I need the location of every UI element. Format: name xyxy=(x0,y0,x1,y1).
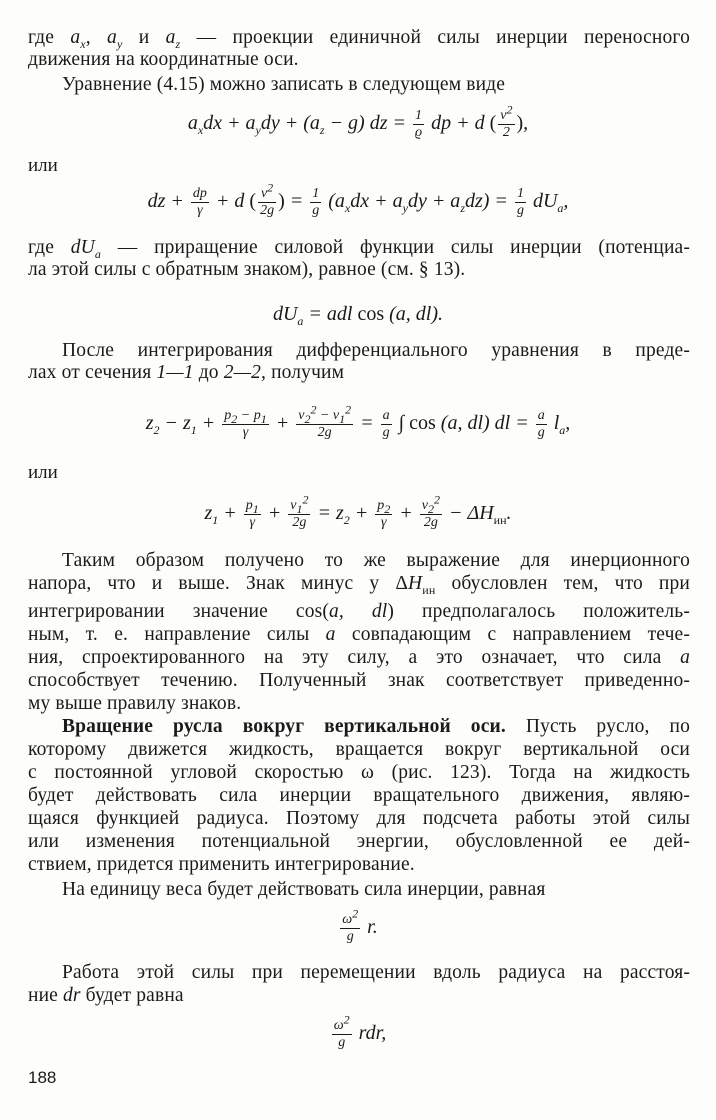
formula-2: dz + $\frac{dp}{\gamma}$ + d ( $\frac{v^2}{2g}$ ) = $\frac{1}{g}$ $(a_xdx + a_ydy + a_zdz)$ = $\frac{1}{g}$ $dU_a$, xyxy=(147,180,569,218)
section-heading-continuation: Пусть русло, по xyxy=(505,716,691,737)
text-line-4: где $dU_a$ — приращение силовой функции силы инерции (потенциа- xyxy=(28,237,690,261)
text-line-20: или изменения потенциальной энергии, обусловленной ее дей- xyxy=(28,831,690,852)
formula-3: $dU_a$ = adl cos (a, dl). xyxy=(272,303,444,328)
text-line-23: Работа этой силы при перемещении вдоль радиуса на расстоя- xyxy=(62,962,690,983)
text-line-16: которому движется жидкость, вращается вокруг вертикальной оси xyxy=(28,739,690,760)
text-line-12: ния, спроектированного на эту силу, а это означает, что сила a xyxy=(28,647,690,668)
text-line-7: лах от сечения 1—1 до 2—2, получим xyxy=(28,362,345,383)
text-line-or-1: или xyxy=(28,155,58,176)
text-line-3: Уравнение (4.15) можно записать в следующем виде xyxy=(62,74,506,95)
formula-7: $\frac{\omega^2}{g}$ rdr, xyxy=(333,1012,387,1050)
formula-1: $a_xdx + a_ydy + (a_z - g)$ dz = $\frac{1}{ϱ}$ dp + d ( $\frac{v^2}{2}$ ), xyxy=(187,102,529,140)
text-line-15 xyxy=(62,716,690,738)
text-line-14: му выше правилу знаков. xyxy=(28,693,242,714)
text-line-9: напора, что и выше. Знак минус у $\Delta H_{ин}$ обусловлен тем, что при xyxy=(28,573,691,597)
text-line-or-2: или xyxy=(28,462,58,483)
text-line-19: щаяся функцией радиуса. Поэтому для подсчета работы этой силы xyxy=(28,808,690,829)
text-line-2: движения на координатные оси. xyxy=(28,49,299,70)
formula-6: $\frac{\omega^2}{g}$ r. xyxy=(342,906,378,944)
text-line-17: с постоянной угловой скоростью ω (рис. 123). Тогда на жидкость xyxy=(28,762,690,783)
text-line-10: интегрировании значение cos(a, dl) предполагалось положитель- xyxy=(28,601,690,622)
text-line-24: ние dr будет равна xyxy=(28,985,184,1006)
text-line-18: будет действовать сила инерции вращательного движения, являю- xyxy=(28,785,690,806)
text-line-22: На единицу веса будет действовать сила инерции, равная xyxy=(62,879,546,900)
text-line-6: После интегрирования дифференциального уравнения в преде- xyxy=(62,340,690,361)
page-number: 188 xyxy=(28,1068,57,1087)
text-line-8: Таким образом получено то же выражение для инерционного xyxy=(62,550,690,571)
text-line-13: способствует течению. Полученный знак соответствует приведенно- xyxy=(28,670,690,691)
text-line-5: ла этой силы с обратным знаком), равное (см. § 13). xyxy=(28,259,466,280)
section-heading: Вращение русла вокруг вертикальной оси. xyxy=(62,716,506,737)
text-line-21: ствием, придется применить интегрирование. xyxy=(28,854,415,875)
formula-4: $z_2 - z_1$ + $\frac{p_2 - p_1}{\gamma}$ + $\frac{v_2^2 - v_1^2}{2g}$ = $\frac{a}{g}$ ∫ cos (a, dl) dl = $\frac{a}{g}$ $l_a$, xyxy=(145,402,571,440)
formula-5: $z_1$ + $\frac{p_1}{\gamma}$ + $\frac{v_1^2}{2g}$ = $z_2$ + $\frac{p_2}{\gamma}$ + $\frac{v_2^2}{2g}$ − $\Delta H_{ин}$. xyxy=(204,492,512,530)
text-line-1: где $a_x$, $a_y$ и $a_z$ — проекции единичной силы инерции переносного xyxy=(28,27,690,51)
text-line-11: ным, т. е. направление силы a совпадающим с направлением тече- xyxy=(28,624,690,645)
